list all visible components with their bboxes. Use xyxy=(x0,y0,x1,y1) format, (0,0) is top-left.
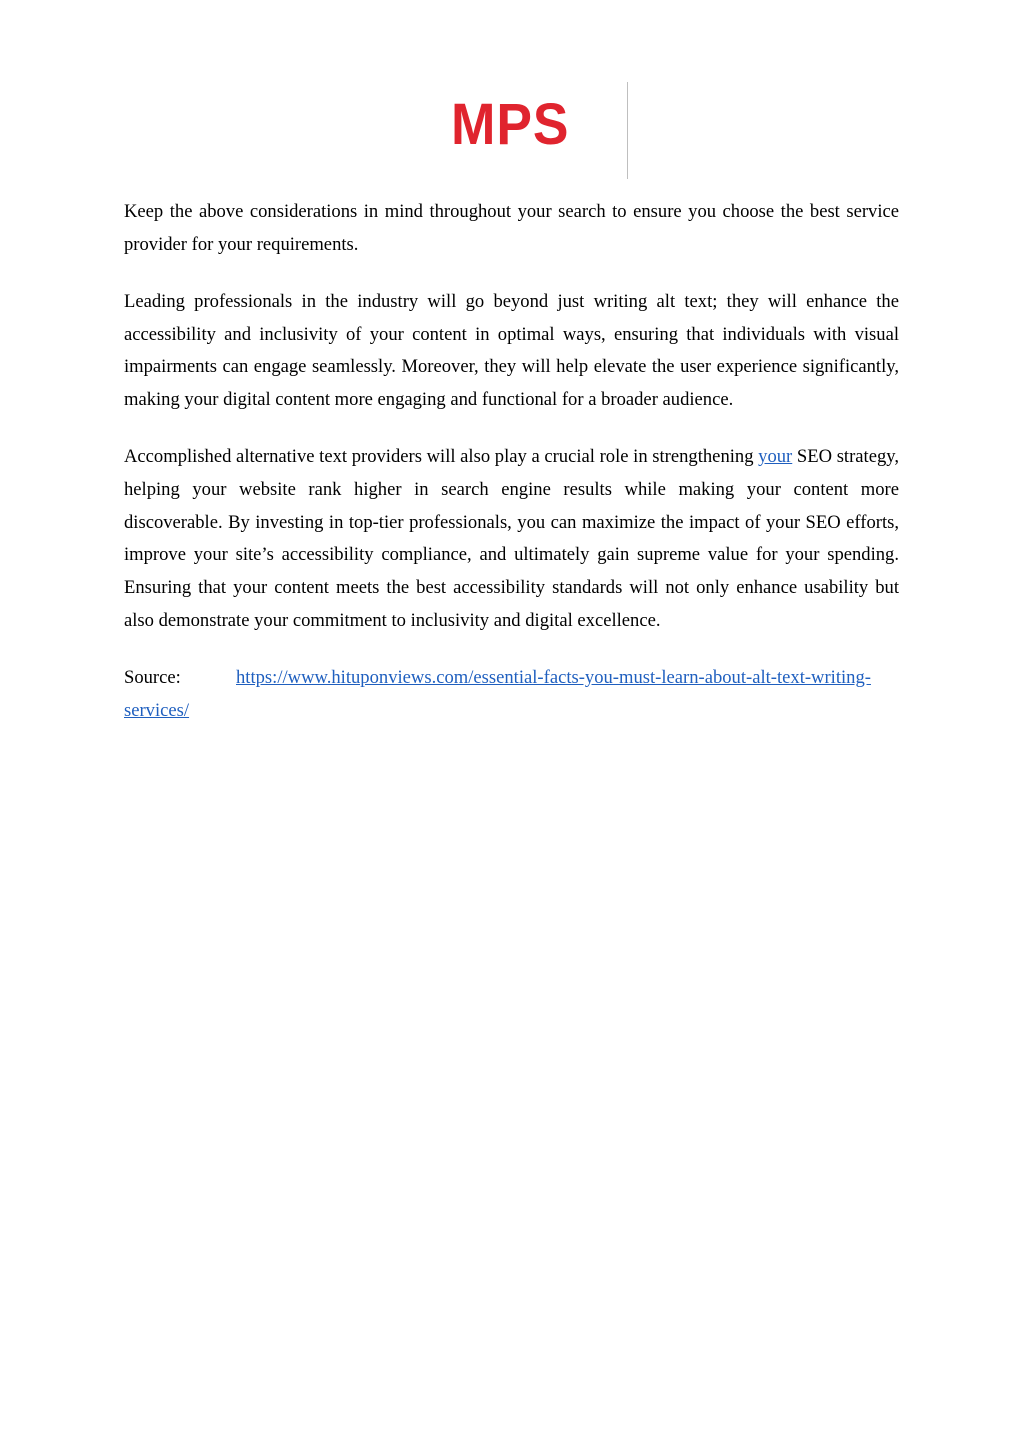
paragraph-leading-professionals: Leading professionals in the industry will go beyond just writing alt text; they will enhance the accessibility and inclusivity of your content in optimal ways, ensuring that individuals with visual impairments can engage seamlessly. Moreover, they will help elevate the user experience significantly, making your digital content more engaging and functional for a broader audience. xyxy=(124,290,899,411)
paragraph-seo-strategy xyxy=(124,441,899,637)
paragraph-considerations: Keep the above considerations in mind throughout your search to ensure you choose the best service provider for your requirements. xyxy=(124,201,899,255)
mps-logo: MPS xyxy=(451,92,570,157)
source-label: Source: xyxy=(124,666,181,688)
paragraph-seo-text-start: Accomplished alternative text providers will also play a crucial role in strengthening xyxy=(124,446,759,468)
document-body xyxy=(124,196,899,752)
source-line xyxy=(124,662,899,727)
source-url-link[interactable]: https://www.hituponviews.com/essential-facts-you-must-learn-about-alt-text-writing-services/ xyxy=(124,666,871,721)
your-link[interactable]: your xyxy=(758,446,793,468)
header-divider xyxy=(627,82,628,179)
paragraph-seo-text-end: SEO strategy, helping your website rank higher in search engine results while making your content more discoverable. By investing in top-tier professionals, you can maximize the impact of your SEO efforts, improve your site’s accessibility compliance, and ultimately gain supreme value for your spending. Ensuring that your content meets the best accessibility standards will not only enhance usability but also demonstrate your commitment to inclusivity and digital excellence. xyxy=(124,446,899,631)
